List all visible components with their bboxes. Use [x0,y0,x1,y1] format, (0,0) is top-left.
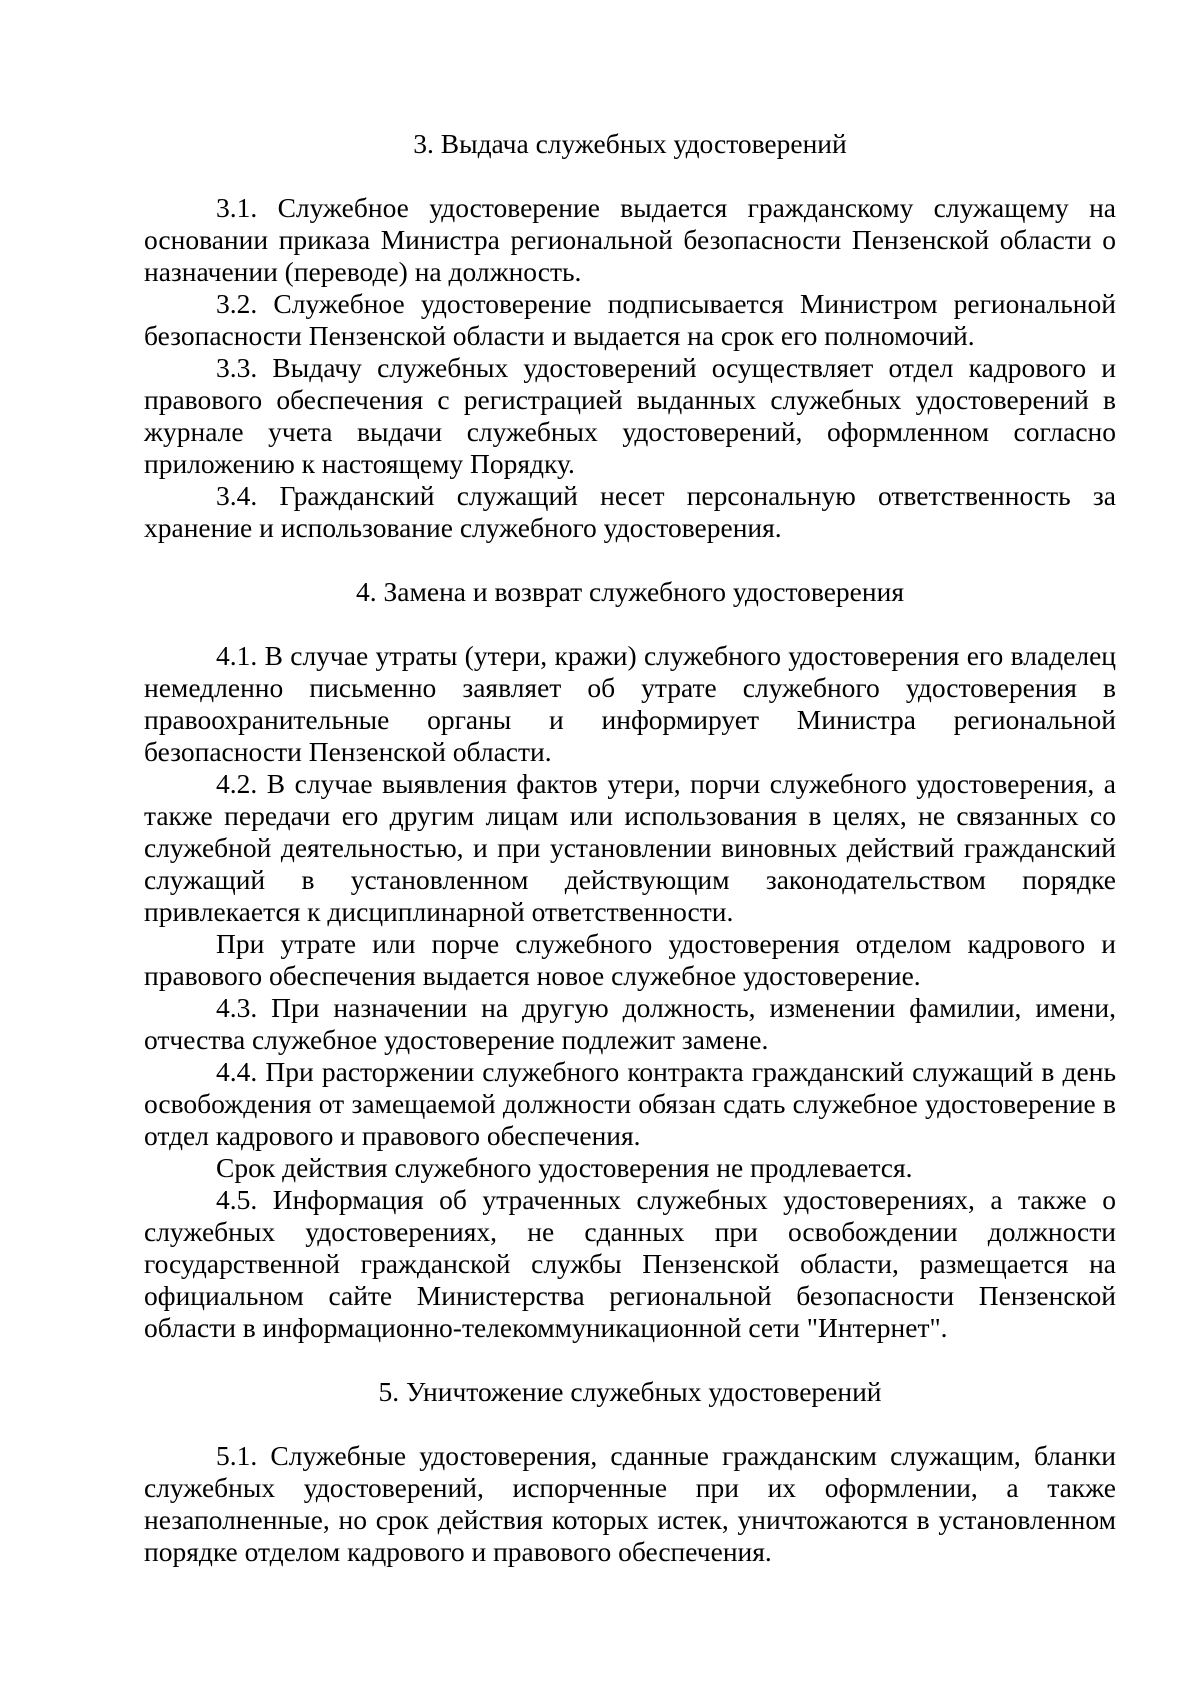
section-3 [144,128,1116,544]
paragraph: 4.2. В случае выявления фактов утери, порчи служебного удостоверения, а также передачи его другим лицам или использования в целях, не связанных со служебной деятельностью, и при установлении виновных действий гражданский служащий в установленном действующим законодательством порядке привлекается к дисциплинарной ответственности. [144,768,1116,927]
section-heading: 5. Уничтожение служебных удостоверений [378,1376,882,1407]
paragraph: 3.2. Служебное удостоверение подписывается Министром региональной безопасности Пензенской области и выдается на срок его полномочий. [144,288,1116,351]
paragraph: 4.4. При расторжении служебного контракта гражданский служащий в день освобождения от замещаемой должности обязан сдать служебное удостоверение в отдел кадрового и правового обеспечения. [144,1056,1116,1151]
paragraph: 3.1. Служебное удостоверение выдается гражданскому служащему на основании приказа Министра региональной безопасности Пензенской области о назначении (переводе) на должность. [144,192,1116,287]
paragraph: 5.1. Служебные удостоверения, сданные гражданским служащим, бланки служебных удостоверений, испорченные при их оформлении, а также незаполненные, но срок действия которых истек, уничтожаются в установленном порядке отделом кадрового и правового обеспечения. [144,1440,1116,1567]
paragraph: 4.5. Информация об утраченных служебных удостоверениях, а также о служебных удостоверениях, не сданных при освобождении должности государственной гражданской службы Пензенской области, размещается на официальном сайте Министерства региональной безопасности Пензенской области в информационно-телекоммуникационной сети "Интернет". [144,1184,1116,1343]
document-body [144,128,1116,1568]
section-heading: 3. Выдача служебных удостоверений [413,128,847,159]
paragraph: При утрате или порче служебного удостоверения отделом кадрового и правового обеспечения выдается новое служебное удостоверение. [144,928,1116,991]
section-5 [144,1376,1116,1568]
paragraph: 3.4. Гражданский служащий несет персональную ответственность за хранение и использование служебного удостоверения. [144,480,1116,543]
paragraph: Срок действия служебного удостоверения не продлевается. [216,1152,913,1183]
paragraph: 4.1. В случае утраты (утери, кражи) служебного удостоверения его владелец немедленно письменно заявляет об утрате служебного удостоверения в правоохранительные органы и информирует Министра региональной безопасности Пензенской области. [144,640,1116,767]
section-heading: 4. Замена и возврат служебного удостоверения [356,576,904,607]
section-4 [144,576,1116,1344]
paragraph: 3.3. Выдачу служебных удостоверений осуществляет отдел кадрового и правового обеспечения с регистрацией выданных служебных удостоверений в журнале учета выдачи служебных удостоверений, оформленном согласно приложению к настоящему Порядку. [144,352,1116,479]
paragraph: 4.3. При назначении на другую должность, изменении фамилии, имени, отчества служебное удостоверение подлежит замене. [144,992,1116,1055]
